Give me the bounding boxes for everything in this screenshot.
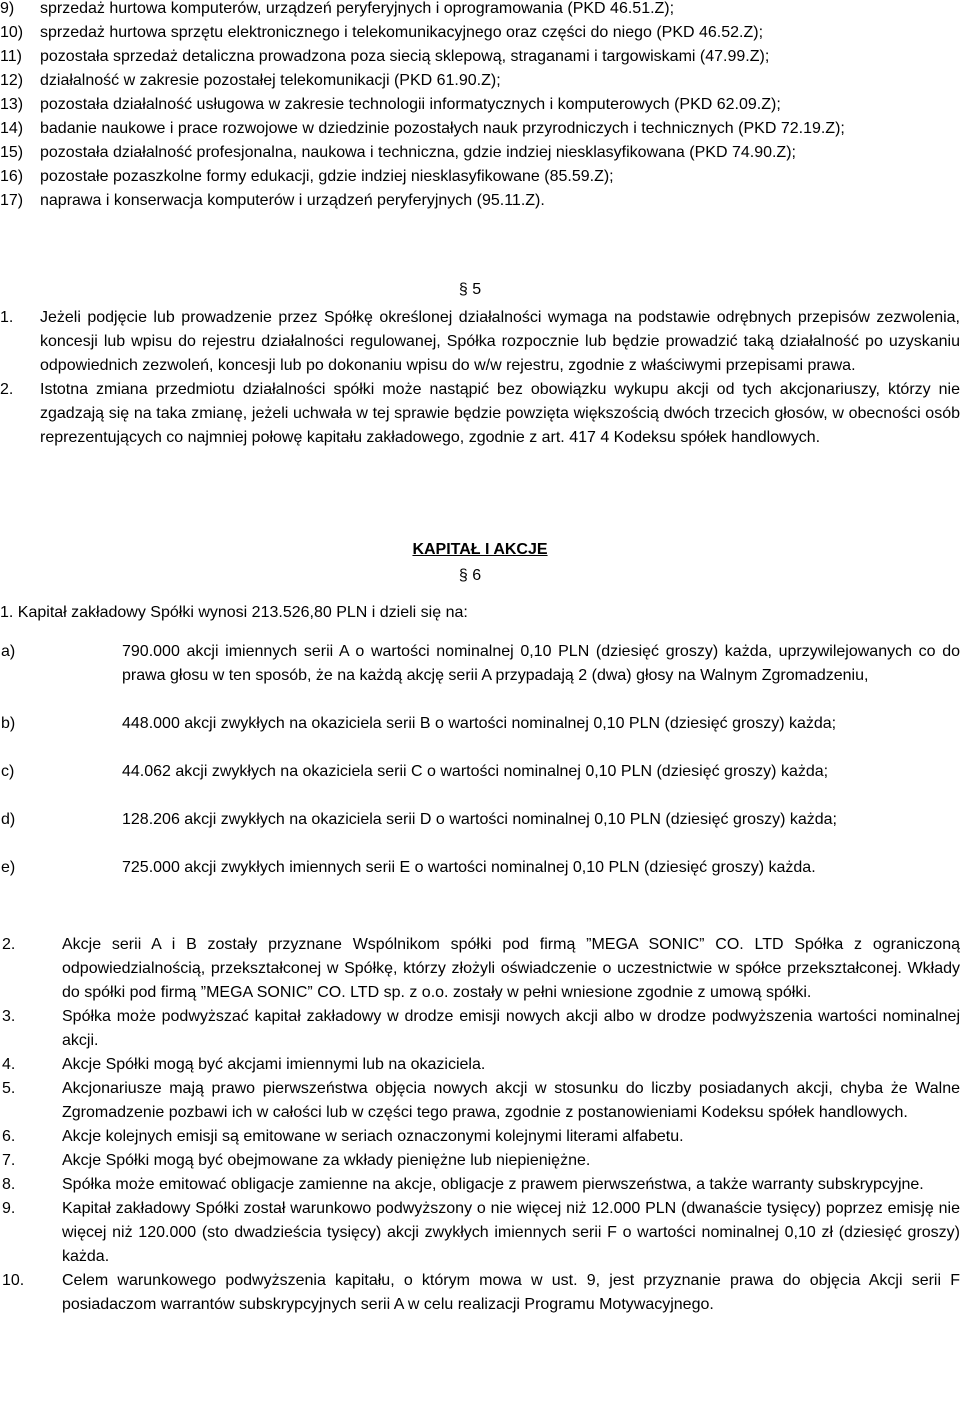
list-item: 15) pozostała działalność profesjonalna, naukowa i techniczna, gdzie indziej niesklasyfikowana (PKD 74.90.Z); xyxy=(0,144,796,161)
capital-intro: 1. Kapitał zakładowy Spółki wynosi 213.526,80 PLN i dzieli się na: xyxy=(0,604,468,621)
list-item: 6. Akcje kolejnych emisji są emitowane w seriach oznaczonymi kolejnymi literami alfabetu. xyxy=(2,1128,684,1145)
list-item: 9) sprzedaż hurtowa komputerów, urządzeń peryferyjnych i oprogramowania (PKD 46.51.Z); xyxy=(0,0,675,17)
section-symbol-icon: § xyxy=(458,567,468,584)
list-item: 8. Spółka może emitować obligacje zamienne na akcje, obligacje z prawem pierwszeństwa, a także warranty subskrypcyjne. xyxy=(2,1176,924,1193)
list-item: 5. Akcjonariusze mają prawo pierwszeństwa objęcia nowych akcji w stosunku do liczby posiadanych akcji, chyba że Walne Zgromadzenie pozbawi ich w całości lub w części tego prawa, zgodnie z postanowieniami Kodeksu spółek handlowych. xyxy=(2,1080,960,1121)
section-mark-5: § 5 xyxy=(458,281,482,298)
list-item: 3. Spółka może podwyższać kapitał zakładowy w drodze emisji nowych akcji albo w drodze podwyższenia wartości nominalnej akcji. xyxy=(2,1008,960,1049)
share-series-list xyxy=(0,640,960,904)
capital-paragraphs xyxy=(0,933,960,1317)
section-5-paragraphs xyxy=(0,306,960,450)
list-item: 12) działalność w zakresie pozostałej telekomunikacji (PKD 61.90.Z); xyxy=(0,72,501,89)
list-item: d) 128.206 akcji zwykłych na okaziciela serii D o wartości nominalnej 0,10 PLN (dziesięć groszy) każda; xyxy=(1,811,837,828)
list-item: c) 44.062 akcji zwykłych na okaziciela serii C o wartości nominalnej 0,10 PLN (dziesięć groszy) każda; xyxy=(1,763,829,780)
list-item: 10) sprzedaż hurtowa sprzętu elektronicznego i telekomunikacyjnego oraz części do niego (PKD 46.52.Z); xyxy=(0,24,764,41)
list-item: 11) pozostała sprzedaż detaliczna prowadzona poza siecią sklepową, straganami i targowiskami (47.99.Z); xyxy=(0,48,770,65)
list-item: 7. Akcje Spółki mogą być obejmowane za wkłady pieniężne lub niepieniężne. xyxy=(2,1152,591,1169)
list-item: 10. Celem warunkowego podwyższenia kapitału, o którym mowa w ust. 9, jest przyznanie prawa do objęcia Akcji serii F posiadaczom warrantów subskrypcyjnych serii A w celu realizacji Programu Motywacyjnego. xyxy=(2,1272,960,1313)
list-item: 14) badanie naukowe i prace rozwojowe w dziedzinie pozostałych nauk przyrodniczych i technicznych (PKD 72.19.Z); xyxy=(0,120,845,137)
list-item: 17) naprawa i konserwacja komputerów i urządzeń peryferyjnych (95.11.Z). xyxy=(0,192,545,209)
list-item: 9. Kapitał zakładowy Spółki został warunkowo podwyższony o nie więcej niż 12.000 PLN (dwanaście tysięcy) poprzez emisję nie więcej niż 120.000 (sto dwadzieścia tysięcy) akcji zwykłych imiennych serii F o wartości nominalnej 0,10 zł (dziesięć groszy) każda. xyxy=(2,1200,960,1265)
list-item: 13) pozostała działalność usługowa w zakresie technologii informatycznych i komputerowych (PKD 62.09.Z); xyxy=(0,96,781,113)
list-item: 2. Istotna zmiana przedmiotu działalności spółki może nastąpić bez obowiązku wykupu akcji od tych akcjonariuszy, którzy nie zgadzają się na taka zmianę, jeżeli uchwała w tej sprawie będzie powzięta większością dwóch trzecich głosów, w obecności osób reprezentujących co najmniej połowę kapitału zakładowego, zgodnie z art. 417 4 Kodeksu spółek handlowych. xyxy=(0,381,960,446)
list-item: 1. Jeżeli podjęcie lub prowadzenie przez Spółkę określonej działalności wymaga na podstawie odrębnych przepisów zezwolenia, koncesji lub wpisu do rejestru działalności regulowanej, Spółka rozpocznie lub będzie prowadzić taką działalność po uzyskaniu odpowiednich zezwoleń, koncesji lub po dokonaniu wpisu do w/w rejestru, zgodnie z właściwymi przepisami prawa. xyxy=(0,309,960,374)
list-item: 16) pozostałe pozaszkolne formy edukacji, gdzie indziej niesklasyfikowane (85.59.Z); xyxy=(0,168,614,185)
list-item: e) 725.000 akcji zwykłych imiennych serii E o wartości nominalnej 0,10 PLN (dziesięć groszy) każda. xyxy=(1,859,816,876)
list-item: 4. Akcje Spółki mogą być akcjami imiennymi lub na okaziciela. xyxy=(2,1056,486,1073)
list-item: a) 790.000 akcji imiennych serii A o wartości nominalnej 0,10 PLN (dziesięć groszy) każda, uprzywilejowanych co do prawa głosu w ten sposób, że na każdą akcję serii A przypadają 2 (dwa) głosy na Walnym Zgromadzeniu, xyxy=(1,643,960,684)
list-item: 2. Akcje serii A i B zostały przyznane Wspólnikom spółki pod firmą ”MEGA SONIC” CO. LTD Spółka z ograniczoną odpowiedzialnością, przekształconej w Spółkę, którzy złożyli oświadczenie o uczestnictwie w spółce przekształconej. Wkłady do spółki pod firmą ”MEGA SONIC” CO. LTD sp. z o.o. zostały w pełni wniesione zgodnie z umową spółki. xyxy=(2,936,960,1001)
section-mark-6: § 6 xyxy=(458,567,482,584)
list-item: b) 448.000 akcji zwykłych na okaziciela serii B o wartości nominalnej 0,10 PLN (dziesięć groszy) każda; xyxy=(1,715,837,732)
section-symbol-icon: § xyxy=(458,281,468,298)
capital-heading: KAPITAŁ I AKCJE xyxy=(412,541,548,558)
pkd-activity-list xyxy=(0,0,960,213)
